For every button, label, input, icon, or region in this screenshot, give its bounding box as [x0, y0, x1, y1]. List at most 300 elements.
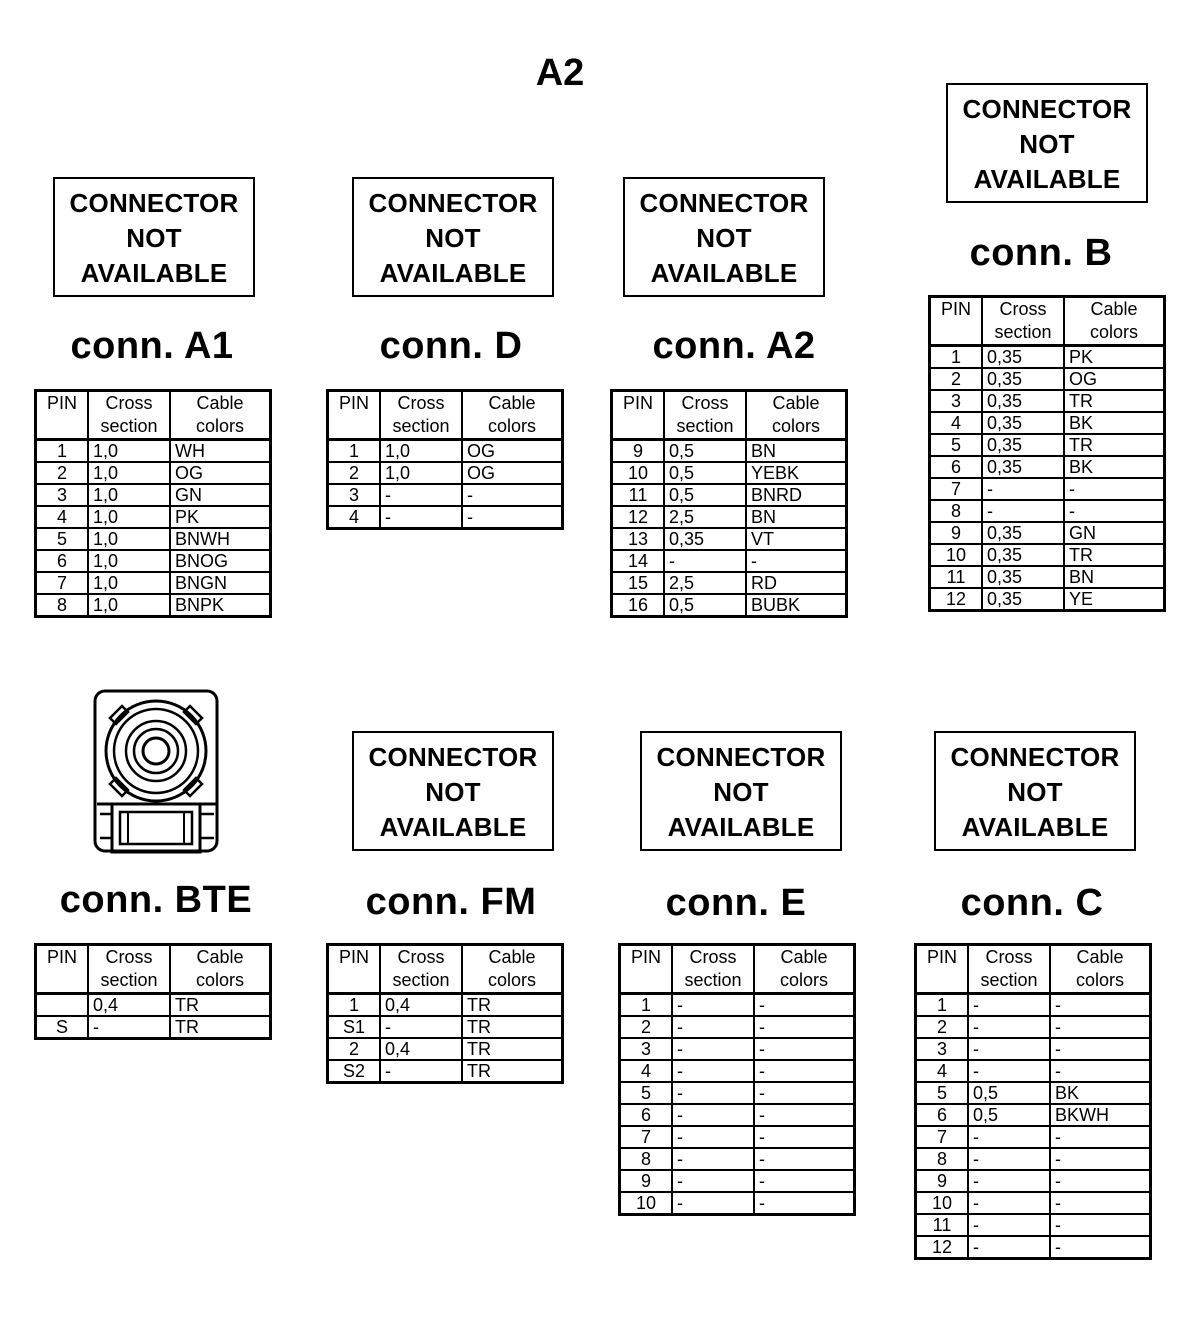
cable-color-cell: -	[754, 1060, 855, 1082]
na-line-2: NOT	[126, 223, 182, 253]
cross-section-cell: 0,35	[982, 346, 1064, 369]
table-row	[620, 1038, 855, 1060]
pin-table-bte	[34, 943, 272, 1040]
cable-color-cell: BNGN	[170, 572, 271, 594]
header-cross-section-line: Cross	[999, 299, 1047, 319]
header-cross-section-line: Cross	[397, 393, 445, 413]
table-row	[36, 440, 271, 463]
table-row	[930, 412, 1165, 434]
header-cable-colors	[1064, 297, 1165, 346]
table-header-row	[328, 945, 563, 994]
table-row	[612, 594, 847, 617]
cable-color-cell: TR	[1064, 434, 1165, 456]
header-cross-section-line: Cross	[689, 947, 737, 967]
pin-table-a2	[610, 389, 848, 618]
cable-color-cell: -	[754, 1104, 855, 1126]
cable-color-cell: WH	[170, 440, 271, 463]
na-line-2: NOT	[1007, 777, 1063, 807]
table-row	[620, 1170, 855, 1192]
na-line-3: AVAILABLE	[667, 812, 815, 842]
cable-color-cell: TR	[462, 1060, 563, 1083]
table-row	[612, 484, 847, 506]
header-cable-colors	[170, 391, 271, 440]
table-row	[916, 994, 1151, 1017]
cable-color-cell: BNPK	[170, 594, 271, 617]
cable-color-cell: -	[754, 1126, 855, 1148]
conn-a1-title: conn. A1	[70, 325, 234, 367]
header-cross-section-line: section	[392, 416, 450, 436]
header-cross-section	[664, 391, 746, 440]
conn-e-title: conn. E	[665, 882, 807, 924]
connector-not-available-b	[946, 83, 1148, 203]
na-line-1: CONNECTOR	[950, 742, 1120, 772]
na-line-3: AVAILABLE	[80, 258, 228, 288]
cable-color-cell: -	[1050, 1060, 1151, 1082]
header-cable-colors-line: colors	[1075, 970, 1124, 990]
cable-color-cell: BNOG	[170, 550, 271, 572]
pin-cell: 1	[916, 994, 969, 1017]
pin-cell: 1	[930, 346, 983, 369]
na-line-2: NOT	[696, 223, 752, 253]
header-cable-colors-line: colors	[487, 416, 536, 436]
cable-color-cell: BK	[1064, 412, 1165, 434]
cable-color-cell: TR	[462, 994, 563, 1017]
cable-color-cell: -	[754, 1148, 855, 1170]
cross-section-cell: 0,35	[664, 528, 746, 550]
header-cross-section-line: Cross	[105, 393, 153, 413]
cross-section-cell: 1,0	[88, 506, 170, 528]
pin-cell: 1	[620, 994, 673, 1017]
header-cable-colors-line: colors	[1089, 322, 1138, 342]
table-row	[930, 346, 1165, 369]
table-row	[36, 572, 271, 594]
table-row	[916, 1016, 1151, 1038]
table-header-row	[916, 945, 1151, 994]
cross-section-cell: -	[380, 1016, 462, 1038]
cross-section-cell: 0,5	[664, 594, 746, 617]
page-title: A2	[535, 52, 585, 94]
cross-section-cell: -	[672, 1082, 754, 1104]
pin-cell: 5	[916, 1082, 969, 1104]
pin-cell: 4	[930, 412, 983, 434]
pin-table-d	[326, 389, 564, 530]
table-row	[620, 1016, 855, 1038]
cable-color-cell: BN	[746, 506, 847, 528]
cross-section-cell: -	[982, 500, 1064, 522]
cross-section-cell: -	[672, 1126, 754, 1148]
pin-cell: 15	[612, 572, 665, 594]
cable-color-cell: TR	[462, 1016, 563, 1038]
header-cable-colors-line: Cable	[772, 393, 820, 413]
cross-section-cell: 1,0	[88, 462, 170, 484]
header-cross-section	[380, 391, 462, 440]
cable-color-cell: OG	[462, 440, 563, 463]
cross-section-cell: -	[672, 1148, 754, 1170]
cross-section-cell: 2,5	[664, 506, 746, 528]
cable-color-cell: -	[1050, 1148, 1151, 1170]
cable-color-cell: OG	[170, 462, 271, 484]
pin-cell: 9	[930, 522, 983, 544]
cable-color-cell: -	[1064, 500, 1165, 522]
cross-section-cell: 1,0	[88, 594, 170, 617]
cross-section-cell: 0,35	[982, 390, 1064, 412]
pin-cell: 11	[916, 1214, 969, 1236]
cross-section-cell: 0,5	[664, 440, 746, 463]
header-cable-colors-line: Cable	[488, 393, 536, 413]
cable-color-cell: PK	[170, 506, 271, 528]
cross-section-cell: 0,35	[982, 544, 1064, 566]
cable-color-cell: -	[1050, 1126, 1151, 1148]
pin-cell: 2	[36, 462, 89, 484]
table-row	[916, 1148, 1151, 1170]
header-pin-line: PIN	[926, 947, 957, 967]
header-pin	[328, 391, 381, 440]
header-pin-line: PIN	[46, 393, 77, 413]
header-cable-colors-line: Cable	[780, 947, 828, 967]
pin-cell: 5	[620, 1082, 673, 1104]
cross-section-cell: 0,4	[88, 994, 170, 1017]
cable-color-cell: -	[754, 1016, 855, 1038]
cable-color-cell: BK	[1050, 1082, 1151, 1104]
table-header-row	[36, 391, 271, 440]
conn-b-title: conn. B	[969, 232, 1113, 274]
pin-cell: 2	[916, 1016, 969, 1038]
pin-cell: 10	[612, 462, 665, 484]
cross-section-cell: -	[380, 1060, 462, 1083]
header-pin	[930, 297, 983, 346]
pin-cell: 5	[36, 528, 89, 550]
header-cable-colors	[462, 391, 563, 440]
header-pin-line: PIN	[630, 947, 661, 967]
cross-section-cell: -	[672, 994, 754, 1017]
pin-cell: 8	[916, 1148, 969, 1170]
table-row	[328, 506, 563, 529]
cross-section-cell: 0,35	[982, 368, 1064, 390]
pin-cell: 2	[328, 1038, 381, 1060]
table-row	[612, 528, 847, 550]
table-row	[916, 1060, 1151, 1082]
header-pin-line: PIN	[940, 299, 971, 319]
pin-table-a1	[34, 389, 272, 618]
connector-not-available-a1	[53, 177, 255, 297]
cross-section-cell: 1,0	[88, 528, 170, 550]
pin-table-c	[914, 943, 1152, 1260]
header-pin-line: PIN	[46, 947, 77, 967]
cable-color-cell: BUBK	[746, 594, 847, 617]
table-row	[328, 484, 563, 506]
pin-cell: 8	[36, 594, 89, 617]
table-row	[916, 1104, 1151, 1126]
cross-section-cell: 0,4	[380, 1038, 462, 1060]
table-row	[36, 462, 271, 484]
pin-cell: 4	[36, 506, 89, 528]
pin-cell: 4	[328, 506, 381, 529]
cross-section-cell: 0,5	[664, 462, 746, 484]
pin-cell	[36, 994, 89, 1017]
table-row	[916, 1192, 1151, 1214]
header-cross-section-line: section	[100, 416, 158, 436]
header-cross-section-line: section	[684, 970, 742, 990]
cable-color-cell: GN	[170, 484, 271, 506]
cable-color-cell: TR	[170, 994, 271, 1017]
pin-cell: 8	[620, 1148, 673, 1170]
pin-cell: 9	[620, 1170, 673, 1192]
cross-section-cell: 0,35	[982, 434, 1064, 456]
cross-section-cell: 1,0	[88, 484, 170, 506]
cross-section-cell: -	[968, 1038, 1050, 1060]
pin-cell: 4	[620, 1060, 673, 1082]
cross-section-cell: -	[672, 1170, 754, 1192]
cross-section-cell: -	[968, 1214, 1050, 1236]
na-line-3: AVAILABLE	[961, 812, 1109, 842]
cable-color-cell: VT	[746, 528, 847, 550]
header-pin	[36, 945, 89, 994]
header-cable-colors	[1050, 945, 1151, 994]
table-row	[620, 994, 855, 1017]
pin-cell: S	[36, 1016, 89, 1039]
table-row	[612, 572, 847, 594]
cross-section-cell: 1,0	[88, 550, 170, 572]
pin-cell: 10	[930, 544, 983, 566]
table-row	[612, 440, 847, 463]
pin-cell: 7	[916, 1126, 969, 1148]
cable-color-cell: -	[1050, 1038, 1151, 1060]
header-pin	[916, 945, 969, 994]
conn-c-title: conn. C	[960, 882, 1104, 924]
table-header-row	[930, 297, 1165, 346]
pin-cell: 2	[620, 1016, 673, 1038]
header-cable-colors-line: colors	[195, 970, 244, 990]
table-row	[930, 500, 1165, 522]
cable-color-cell: BNWH	[170, 528, 271, 550]
header-cross-section-line: Cross	[397, 947, 445, 967]
cable-color-cell: YEBK	[746, 462, 847, 484]
conn-bte-title: conn. BTE	[59, 879, 253, 921]
table-row	[612, 462, 847, 484]
cable-color-cell: -	[754, 1192, 855, 1215]
table-row	[620, 1192, 855, 1215]
table-row	[36, 550, 271, 572]
pin-cell: 9	[612, 440, 665, 463]
connector-not-available-a2	[623, 177, 825, 297]
pin-cell: 7	[620, 1126, 673, 1148]
connector-not-available-fm	[352, 731, 554, 851]
conn-d-title: conn. D	[379, 325, 523, 367]
header-cable-colors-line: colors	[779, 970, 828, 990]
pin-cell: 1	[328, 994, 381, 1017]
cross-section-cell: -	[968, 994, 1050, 1017]
header-pin	[36, 391, 89, 440]
cable-color-cell: -	[1050, 994, 1151, 1017]
pin-cell: 11	[612, 484, 665, 506]
cross-section-cell: -	[380, 506, 462, 529]
cable-color-cell: -	[1064, 478, 1165, 500]
cross-section-cell: 0,4	[380, 994, 462, 1017]
cable-color-cell: BKWH	[1050, 1104, 1151, 1126]
header-cross-section-line: section	[392, 970, 450, 990]
cross-section-cell: -	[664, 550, 746, 572]
cross-section-cell: -	[968, 1192, 1050, 1214]
header-cross-section-line: section	[100, 970, 158, 990]
table-row	[620, 1104, 855, 1126]
table-row	[620, 1126, 855, 1148]
table-header-row	[328, 391, 563, 440]
cable-color-cell: -	[1050, 1016, 1151, 1038]
na-line-1: CONNECTOR	[368, 742, 538, 772]
cross-section-cell: -	[672, 1016, 754, 1038]
cross-section-cell: -	[672, 1038, 754, 1060]
cable-color-cell: -	[1050, 1214, 1151, 1236]
table-row	[36, 994, 271, 1017]
pin-cell: S1	[328, 1016, 381, 1038]
table-row	[916, 1236, 1151, 1259]
table-row	[36, 594, 271, 617]
conn-fm-title: conn. FM	[365, 881, 537, 923]
pin-cell: 8	[930, 500, 983, 522]
table-row	[36, 484, 271, 506]
cross-section-cell: -	[982, 478, 1064, 500]
cable-color-cell: -	[754, 1170, 855, 1192]
pin-cell: 10	[916, 1192, 969, 1214]
header-cable-colors-line: colors	[487, 970, 536, 990]
cross-section-cell: 0,35	[982, 522, 1064, 544]
cable-color-cell: -	[462, 484, 563, 506]
pin-cell: 6	[620, 1104, 673, 1126]
cross-section-cell: -	[968, 1126, 1050, 1148]
na-line-3: AVAILABLE	[973, 164, 1121, 194]
table-row	[916, 1082, 1151, 1104]
pin-cell: S2	[328, 1060, 381, 1083]
pin-cell: 16	[612, 594, 665, 617]
na-line-1: CONNECTOR	[656, 742, 826, 772]
table-row	[620, 1060, 855, 1082]
header-cross-section	[88, 945, 170, 994]
table-row	[930, 478, 1165, 500]
pin-cell: 1	[328, 440, 381, 463]
table-row	[328, 462, 563, 484]
table-row	[328, 994, 563, 1017]
cable-color-cell: BN	[1064, 566, 1165, 588]
header-cable-colors	[754, 945, 855, 994]
cable-color-cell: PK	[1064, 346, 1165, 369]
table-row	[620, 1148, 855, 1170]
cross-section-cell: -	[968, 1148, 1050, 1170]
connector-not-available-c	[934, 731, 1136, 851]
table-row	[328, 1060, 563, 1083]
header-cable-colors-line: colors	[771, 416, 820, 436]
cross-section-cell: -	[968, 1016, 1050, 1038]
cable-color-cell: TR	[170, 1016, 271, 1039]
header-cable-colors-line: Cable	[196, 393, 244, 413]
cross-section-cell: 0,35	[982, 588, 1064, 611]
header-cross-section	[380, 945, 462, 994]
conn-a2-title: conn. A2	[652, 325, 816, 367]
cable-color-cell: RD	[746, 572, 847, 594]
header-cross-section-line: Cross	[985, 947, 1033, 967]
cross-section-cell: 0,35	[982, 456, 1064, 478]
pin-table-e	[618, 943, 856, 1216]
header-cross-section-line: section	[676, 416, 734, 436]
na-line-1: CONNECTOR	[639, 188, 809, 218]
table-header-row	[36, 945, 271, 994]
table-row	[916, 1214, 1151, 1236]
na-line-1: CONNECTOR	[368, 188, 538, 218]
cable-color-cell: -	[754, 994, 855, 1017]
cable-color-cell: YE	[1064, 588, 1165, 611]
pin-cell: 3	[328, 484, 381, 506]
header-cable-colors-line: Cable	[488, 947, 536, 967]
pin-cell: 3	[916, 1038, 969, 1060]
cable-color-cell: GN	[1064, 522, 1165, 544]
table-row	[620, 1082, 855, 1104]
table-row	[930, 456, 1165, 478]
table-row	[930, 434, 1165, 456]
pin-cell: 7	[36, 572, 89, 594]
na-line-3: AVAILABLE	[650, 258, 798, 288]
header-pin-line: PIN	[622, 393, 653, 413]
cable-color-cell: BK	[1064, 456, 1165, 478]
pin-cell: 3	[36, 484, 89, 506]
cross-section-cell: -	[672, 1192, 754, 1215]
table-row	[328, 1016, 563, 1038]
cable-color-cell: OG	[462, 462, 563, 484]
cable-color-cell: -	[746, 550, 847, 572]
pin-cell: 3	[930, 390, 983, 412]
cable-color-cell: TR	[1064, 390, 1165, 412]
cable-color-cell: OG	[1064, 368, 1165, 390]
coaxial-connector-icon	[92, 688, 222, 858]
table-row	[930, 390, 1165, 412]
na-line-2: NOT	[1019, 129, 1075, 159]
header-cross-section-line: section	[994, 322, 1052, 342]
header-cross-section	[982, 297, 1064, 346]
pin-cell: 6	[36, 550, 89, 572]
cross-section-cell: 1,0	[380, 440, 462, 463]
header-cross-section-line: Cross	[681, 393, 729, 413]
header-cross-section-line: section	[980, 970, 1038, 990]
header-cross-section	[88, 391, 170, 440]
header-cable-colors	[462, 945, 563, 994]
header-cross-section-line: Cross	[105, 947, 153, 967]
cross-section-cell: 0,5	[968, 1082, 1050, 1104]
pin-cell: 10	[620, 1192, 673, 1215]
na-line-1: CONNECTOR	[69, 188, 239, 218]
header-cable-colors-line: colors	[195, 416, 244, 436]
cable-color-cell: -	[1050, 1192, 1151, 1214]
pin-cell: 5	[930, 434, 983, 456]
table-row	[328, 1038, 563, 1060]
table-row	[36, 1016, 271, 1039]
pin-cell: 13	[612, 528, 665, 550]
header-pin-line: PIN	[338, 393, 369, 413]
cross-section-cell: 0,5	[968, 1104, 1050, 1126]
pin-cell: 6	[930, 456, 983, 478]
table-row	[930, 566, 1165, 588]
cable-color-cell: -	[1050, 1236, 1151, 1259]
cross-section-cell: 2,5	[664, 572, 746, 594]
connector-not-available-d	[352, 177, 554, 297]
header-pin	[328, 945, 381, 994]
header-cross-section	[968, 945, 1050, 994]
na-line-3: AVAILABLE	[379, 812, 527, 842]
cable-color-cell: -	[754, 1038, 855, 1060]
cable-color-cell: -	[1050, 1170, 1151, 1192]
table-row	[930, 544, 1165, 566]
header-cable-colors	[746, 391, 847, 440]
na-line-1: CONNECTOR	[962, 94, 1132, 124]
pin-cell: 7	[930, 478, 983, 500]
pin-cell: 4	[916, 1060, 969, 1082]
